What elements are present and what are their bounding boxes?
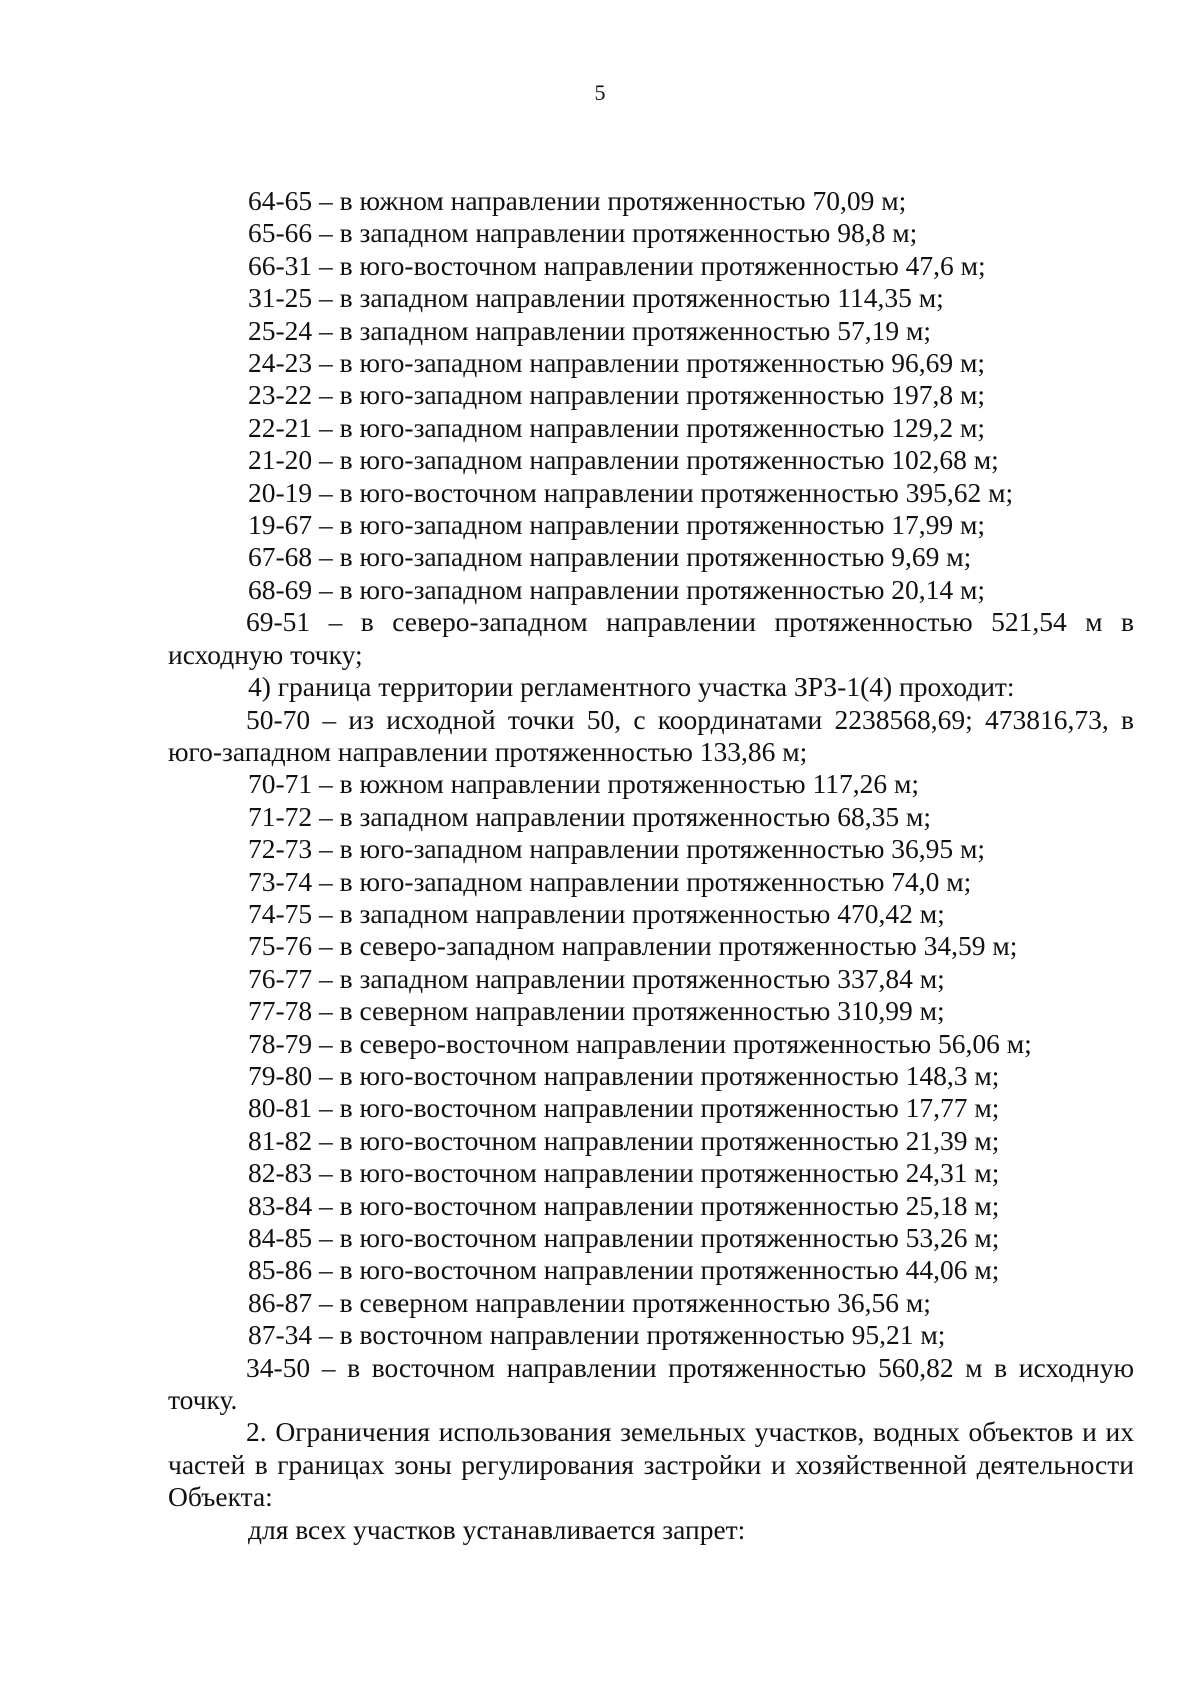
segment-line: 75-76 – в северо-западном направлении протяженностью 34,59 м; <box>248 930 1018 962</box>
segment-list-a <box>168 185 1134 606</box>
segment-line: 65-66 – в западном направлении протяженностью 98,8 м; <box>248 217 918 249</box>
segment-line: 25-24 – в западном направлении протяженностью 57,19 м; <box>248 314 932 346</box>
segment-line: 31-25 – в западном направлении протяженностью 114,35 м; <box>248 282 944 314</box>
segment-line: 67-68 – в юго-западном направлении протяженностью 9,69 м; <box>248 541 972 573</box>
final-line: для всех участков устанавливается запрет: <box>248 1513 746 1545</box>
segment-line: 83-84 – в юго-восточном направлении протяженностью 25,18 м; <box>248 1189 1000 1221</box>
segment-line: 78-79 – в северо-восточном направлении протяженностью 56,06 м; <box>248 1027 1032 1059</box>
segment-line: 79-80 – в юго-восточном направлении протяженностью 148,3 м; <box>248 1059 1000 1091</box>
segment-line: 66-31 – в юго-восточном направлении протяженностью 47,6 м; <box>248 249 986 281</box>
segment-line: 85-86 – в юго-восточном направлении протяженностью 44,06 м; <box>248 1254 1000 1286</box>
segment-line: 81-82 – в юго-восточном направлении протяженностью 21,39 м; <box>248 1124 1000 1156</box>
segment-line: 23-22 – в юго-западном направлении протяженностью 197,8 м; <box>248 379 986 411</box>
segment-line: 77-78 – в северном направлении протяженностью 310,99 м; <box>248 995 945 1027</box>
segment-list-b <box>168 768 1134 1351</box>
segment-34-50: 34-50 – в восточном направлении протяженностью 560,82 м в исходную точку. <box>168 1351 1134 1416</box>
document-body <box>168 185 1134 1546</box>
segment-line: 84-85 – в юго-восточном направлении протяженностью 53,26 м; <box>248 1222 1000 1253</box>
segment-line: 20-19 – в юго-восточном направлении протяженностью 395,62 м; <box>248 476 1014 508</box>
segment-line: 68-69 – в юго-западном направлении протяженностью 20,14 м; <box>248 573 986 605</box>
segment-line: 22-21 – в юго-западном направлении протяженностью 129,2 м; <box>248 411 986 443</box>
segment-line: 70-71 – в южном направлении протяженностью 117,26 м; <box>248 768 919 800</box>
segment-line: 21-20 – в юго-западном направлении протяженностью 102,68 м; <box>248 444 999 476</box>
segment-50-70: 50-70 – из исходной точки 50, с координатами 2238568,69; 473816,73, в юго-западном направлении протяженностью 133,86 м; <box>168 703 1134 767</box>
segment-line: 74-75 – в западном направлении протяженностью 470,42 м; <box>248 897 945 929</box>
segment-line: 71-72 – в западном направлении протяженностью 68,35 м; <box>248 800 932 832</box>
segment-line: 73-74 – в юго-западном направлении протяженностью 74,0 м; <box>248 865 972 897</box>
segment-line: 24-23 – в юго-западном направлении протяженностью 96,69 м; <box>248 347 986 379</box>
segment-line: 86-87 – в северном направлении протяженностью 36,56 м; <box>248 1286 931 1318</box>
segment-line: 80-81 – в юго-восточном направлении протяженностью 17,77 м; <box>248 1092 1000 1124</box>
section-2-paragraph: 2. Ограничения использования земельных участков, водных объектов и их частей в границах зоны регулирования застройки и хозяйственной деятельности Объекта: <box>168 1416 1134 1513</box>
section-4-heading: 4) граница территории регламентного участка ЗРЗ-1(4) проходит: <box>248 671 1015 703</box>
segment-69-51: 69-51 – в северо-западном направлении протяженностью 521,54 м в исходную точку; <box>168 606 1134 670</box>
segment-line: 87-34 – в восточном направлении протяженностью 95,21 м; <box>248 1319 946 1351</box>
page-number: 5 <box>594 80 606 105</box>
segment-line: 76-77 – в западном направлении протяженностью 337,84 м; <box>248 962 945 994</box>
segment-line: 19-67 – в юго-западном направлении протяженностью 17,99 м; <box>248 509 986 541</box>
segment-line: 72-73 – в юго-западном направлении протяженностью 36,95 м; <box>248 833 986 865</box>
segment-line: 64-65 – в южном направлении протяженностью 70,09 м; <box>248 185 907 216</box>
segment-line: 82-83 – в юго-восточном направлении протяженностью 24,31 м; <box>248 1157 1000 1189</box>
